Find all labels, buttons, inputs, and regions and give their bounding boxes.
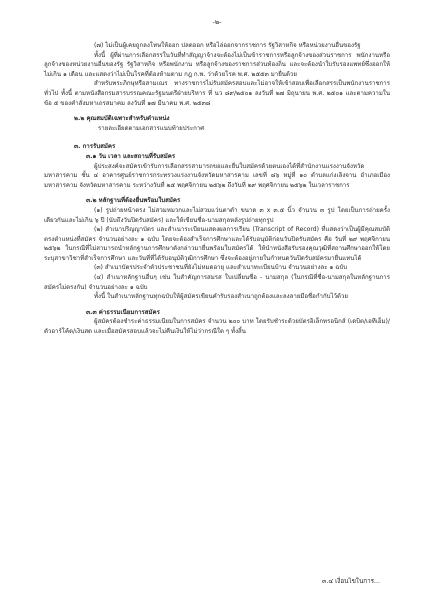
section-3-1-heading: ๓.๑ วัน เวลา และสถานที่รับสมัคร bbox=[86, 152, 176, 160]
page-number: -๒- bbox=[212, 18, 222, 26]
application-location-paragraph: ผู้ประสงค์จะสมัครเข้ารับการเลือกสรรสามารถขอและยื่นใบสมัครด้วยตนเองได้ที่สำนักงานแรงงานจังหวัดมหาสารคาม ชั้น ๔ อาคารศูนย์ราชการกระทรวงแรงงานจังหวัดมหาสารคาม เลขที่ ๘๖ หมู่ที่ ๑๐ ตำบลแก่งเลิงจาน อำเภอเมืองมหาสารคาม จังหวัดมหาสารคาม ระหว่างวันที่ ๒๕ พฤศจิกายน ๒๕๖๒ ถึงวันที่ ๒๙ พฤศจิกายน ๒๕๖๒ ในเวลาราชการ bbox=[44, 162, 390, 189]
section-2-2-heading: ๒.๒ คุณสมบัติเฉพาะสำหรับตำแหน่ง bbox=[74, 115, 170, 123]
document-item-2: (๒) สำเนาปริญญาบัตร และสำเนาระเบียนแสดงผลการเรียน (Transcript of Record) ที่แสดงว่าเป็นผู้มีคุณสมบัติตรงตำแหน่งที่สมัคร จำนวนอย่างละ ๑ ฉบับ โดยจะต้องสำเร็จการศึกษาและได้รับอนุมัติก่อนวันปิดรับสมัคร คือ วันที่ ๒๙ พฤศจิกายน ๒๕๖๒ ในกรณีที่ไม่สามารถนำหลักฐานการศึกษาดังกล่าวมายื่นพร้อมใบสมัครได้ ให้นำหนังสือรับรองคุณวุฒิที่สถานศึกษาออกให้โดยระบุสาขาวิชาที่สำเร็จการศึกษา และวันที่ที่ได้รับอนุมัติวุฒิการศึกษา ซึ่งจะต้องอยู่ภายในกำหนดวันปิดรับสมัครมายื่นแทนได้ bbox=[44, 226, 390, 262]
monk-exclusion-paragraph: สำหรับพระภิกษุหรือสามเณร ทางราชการไม่รับสมัครสอบและไม่อาจให้เข้าสอบเพื่อเลือกสรรเป็นพนักงานราชการทั่วไป ทั้งนี้ ตามหนังสือกรมสารบรรณคณะรัฐมนตรีฝ่ายบริหาร ที่ นว ๘๙/๒๕๐๑ ลงวันที่ ๒๗ มิถุนายน พ.ศ. ๒๕๐๑ และตามความในข้อ ๕ ของคำสั่งมหาเถรสมาคม ลงวันที่ ๑๗ มีนาคม พ.ศ. ๒๕๓๘ bbox=[44, 80, 390, 107]
section-3-3-heading: ๓.๓ ค่าธรรมเนียมการสมัคร bbox=[86, 308, 160, 316]
section-3-heading: ๓. การรับสมัคร bbox=[74, 143, 116, 151]
document-item-1: (๑) รูปถ่ายหน้าตรง ไม่สวมหมวกและไม่สวมแว่นตาดำ ขนาด ๓ x ๓.๕ นิ้ว จำนวน ๓ รูป โดยเป็นการถ่ายครั้งเดียวกันและไม่เกิน ๖ ปี (นับถึงวันปิดรับสมัคร) และให้เขียนชื่อ-นามสกุลหลังรูปถ่ายทุกรูป bbox=[44, 206, 390, 224]
next-page-continuation: ๓.๔ เงื่อนไขในการ... bbox=[322, 578, 380, 585]
section-2-2-detail: รายละเอียดตามเอกสารแนบท้ายประกาศ bbox=[98, 124, 205, 132]
document-item-4: (๔) สำเนาหลักฐานอื่นๆ เช่น ใบสำคัญการสมรส ใบเปลี่ยนชื่อ - นามสกุล (ในกรณีที่ชื่อ-นามสกุลในหลักฐานการสมัครไม่ตรงกัน) จำนวนอย่างละ ๑ ฉบับ bbox=[44, 274, 390, 291]
contract-condition-paragraph: ทั้งนี้ ผู้ที่ผ่านการเลือกสรรในวันที่ทำสัญญาจ้างจะต้องไม่เป็นข้าราชการหรือลูกจ้างของส่วนราชการ พนักงานหรือลูกจ้างของหน่วยงานอื่นของรัฐ รัฐวิสาหกิจ หรือพนักงาน หรือลูกจ้างของราชการส่วนท้องถิ่น และจะต้องนำใบรับรองแพทย์ซึ่งออกให้ไม่เกิน ๑ เดือน และแสดงว่าไม่เป็นโรคที่ต้องห้ามตาม กฎ ก.พ. ว่าด้วยโรค พ.ศ. ๒๕๕๓ มายื่นด้วย bbox=[44, 51, 390, 78]
document-item-3: (๓) สำเนาบัตรประจำตัวประชาชนที่ยังไม่หมดอายุ และสำเนาทะเบียนบ้าน จำนวนอย่างละ ๑ ฉบับ bbox=[94, 264, 348, 272]
qualification-item-7: (๗) ไม่เป็นผู้เคยถูกลงโทษให้ออก ปลดออก หรือไล่ออกจากราชการ รัฐวิสาหกิจ หรือหน่วยงานอื่นของรัฐ bbox=[94, 42, 361, 49]
document-certification-note: ทั้งนี้ ในสำเนาหลักฐานทุกฉบับให้ผู้สมัครเขียนคำรับรองสำเนาถูกต้องและลงลายมือชื่อกำกับไว้ด้วย bbox=[94, 293, 348, 301]
document-body bbox=[44, 41, 390, 337]
section-3-2-heading: ๓.๒ หลักฐานที่ต้องยื่นพร้อมใบสมัคร bbox=[86, 197, 181, 205]
fee-paragraph: ผู้สมัครต้องชำระค่าธรรมเนียมในการสมัคร จำนวน ๒๐๐ บาท โดยรับชำระด้วยบัตรอิเล็กทรอนิกส์ (เดบิต/เอทีเอ็ม)/ตัวอาร์โค้ด/เงินสด และเมื่อสมัครสอบแล้วจะไม่คืนเงินให้ไม่ว่ากรณีใด ๆ ทั้งสิ้น bbox=[44, 318, 390, 336]
